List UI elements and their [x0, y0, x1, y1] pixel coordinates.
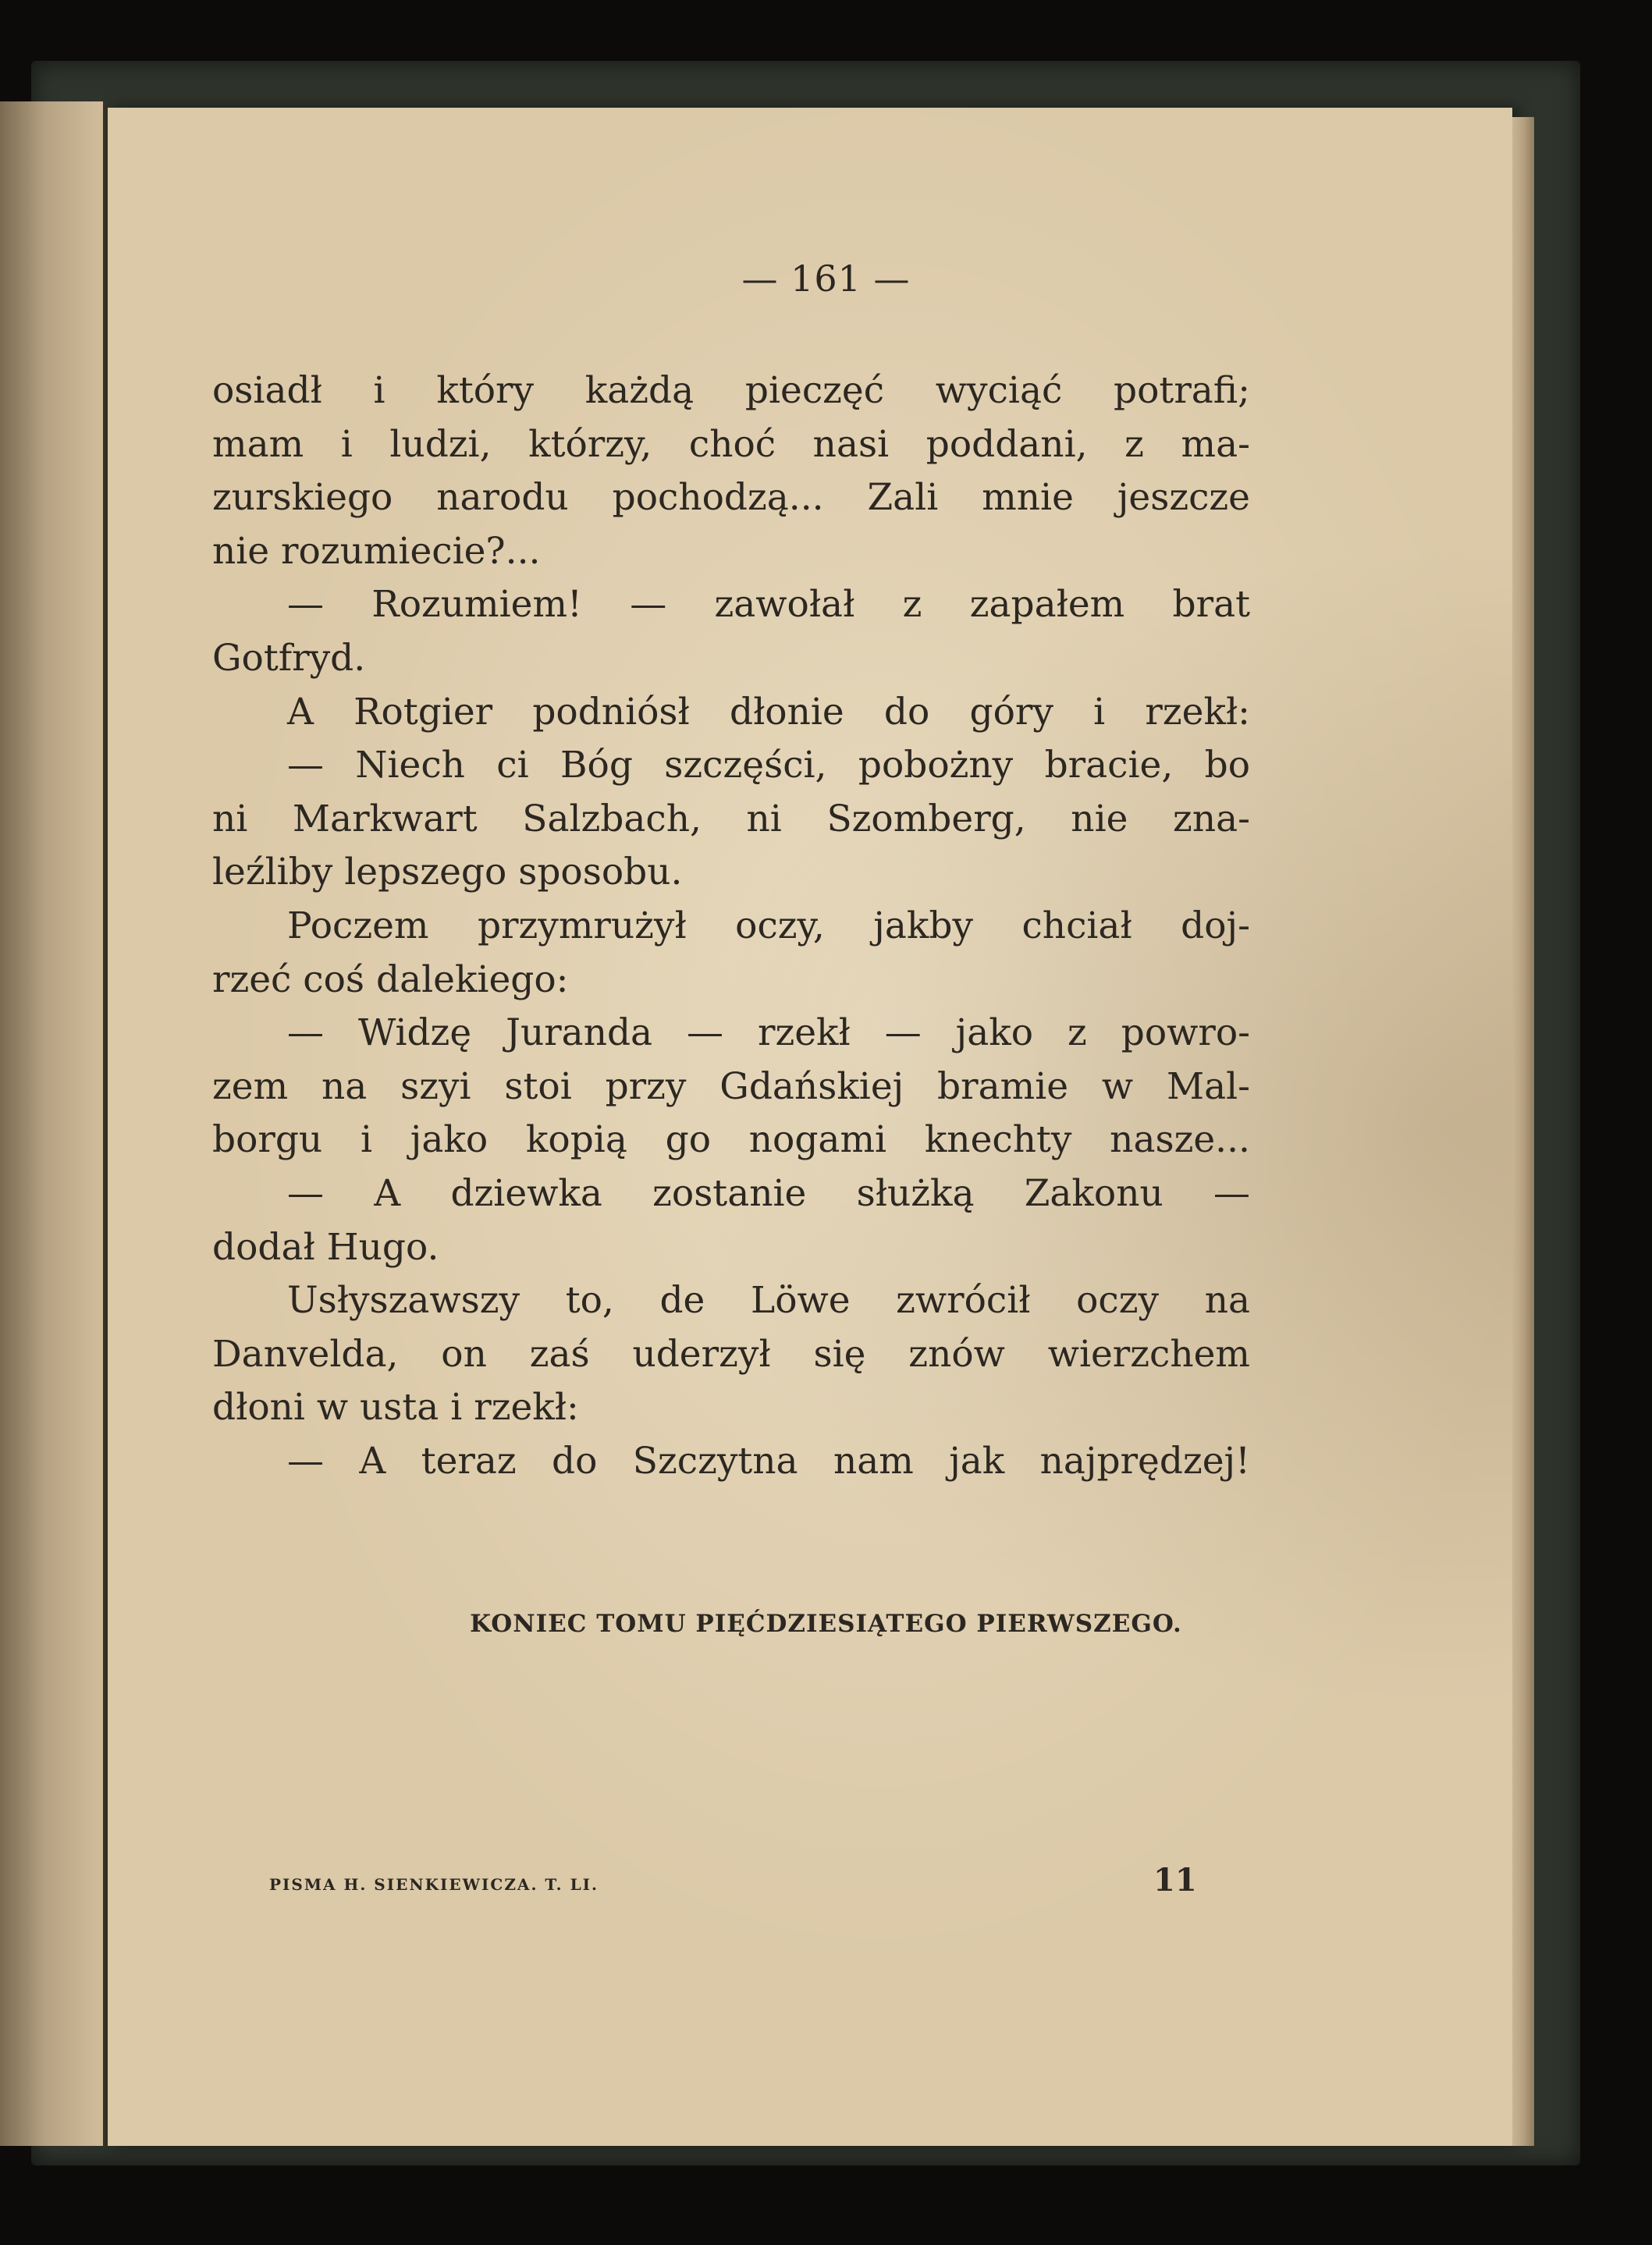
text-line: Danvelda, on zaś uderzył się znów wierzchem: [212, 1332, 1250, 1376]
text-line: dodał Hugo.: [212, 1225, 439, 1269]
text-line: A Rotgier podniósł dłonie do góry i rzekł:: [287, 690, 1250, 734]
footer-signature: PISMA H. SIENKIEWICZA. T. LI.: [269, 1875, 599, 1894]
text-line: zem na szyi stoi przy Gdańskiej bramie w Mal-: [212, 1064, 1250, 1108]
text-line: — Rozumiem! — zawołał z zapałem brat: [287, 583, 1250, 627]
text-line: mam i ludzi, którzy, choć nasi poddani, z ma-: [212, 422, 1250, 466]
left-page-edge: [0, 101, 105, 2146]
text-line: borgu i jako kopią go nogami knechty nasze...: [212, 1118, 1250, 1162]
text-line: osiadł i który każdą pieczęć wyciąć potrafi;: [212, 369, 1250, 412]
text-line: dłoni w usta i rzekł:: [212, 1386, 579, 1430]
text-line: Usłyszawszy to, de Löwe zwrócił oczy na: [287, 1279, 1250, 1323]
text-line: — A teraz do Szczytna nam jak najprędzej!: [287, 1440, 1250, 1483]
page-number-header: — 161 —: [741, 258, 911, 300]
end-of-volume-note: KONIEC TOMU PIĘĆDZIESIĄTEGO PIERWSZEGO.: [470, 1610, 1182, 1638]
text-line: — A dziewka zostanie służką Zakonu —: [287, 1172, 1250, 1215]
footer-sheet-number: 11: [1153, 1862, 1197, 1899]
text-line: nie rozumiecie?...: [212, 529, 541, 573]
page-edge-stack: [1512, 117, 1534, 2146]
text-line: ni Markwart Salzbach, ni Szomberg, nie zna-: [212, 797, 1250, 840]
text-line: Gotfryd.: [212, 637, 366, 680]
text-line: rzeć coś dalekiego:: [212, 957, 569, 1001]
text-line: Poczem przymrużył oczy, jakby chciał doj-: [287, 904, 1250, 947]
text-line: — Niech ci Bóg szczęści, pobożny bracie, bo: [287, 744, 1250, 787]
text-line: zurskiego narodu pochodzą... Zali mnie jeszcze: [212, 476, 1250, 520]
text-line: leźliby lepszego sposobu.: [212, 851, 683, 894]
text-line: — Widzę Juranda — rzekł — jako z powro-: [287, 1011, 1250, 1055]
